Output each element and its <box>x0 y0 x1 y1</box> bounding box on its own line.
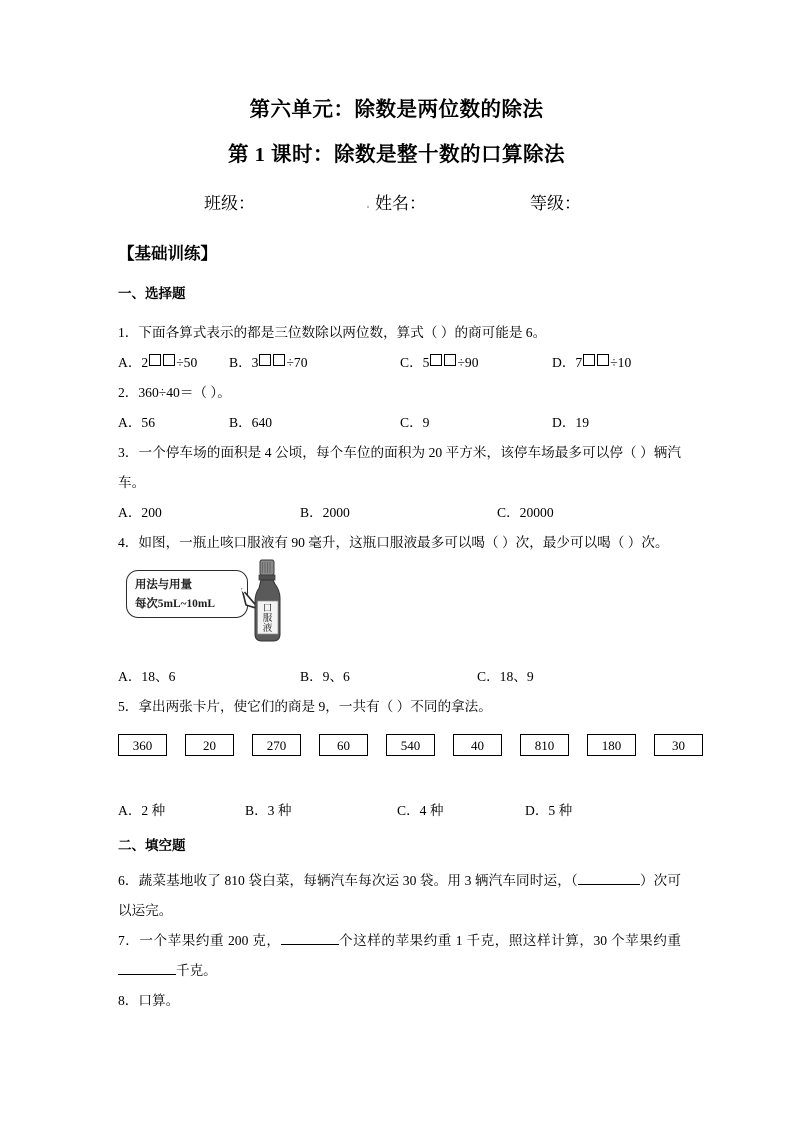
medicine-bottle-icon <box>250 558 284 644</box>
question-3-options <box>0 498 793 528</box>
question-7-part3: 千克。 <box>176 963 217 979</box>
svg-text:服: 服 <box>262 613 273 625</box>
question-6-answer-blank[interactable] <box>578 884 640 885</box>
option-5-c[interactable]: C．4 种 <box>397 803 444 819</box>
option-3-c[interactable]: C．20000 <box>497 505 554 521</box>
medicine-bottle-figure <box>0 558 793 660</box>
option-4-a[interactable]: A．18、6 <box>118 669 176 685</box>
number-card[interactable]: 810 <box>520 734 569 756</box>
part-two-heading: 二、填空题 <box>118 838 186 854</box>
section-heading: 【基础训练】 <box>118 245 217 264</box>
question-8-text: 8．口算。 <box>118 993 180 1009</box>
question-6-part2: ）次可以运完。 <box>118 873 681 919</box>
question-1-text: 1．下面各算式表示的都是三位数除以两位数，算式（ ）的商可能是 6。 <box>118 325 547 341</box>
question-6-part1: 6．蔬菜基地收了 810 袋白菜，每辆汽车每次运 30 袋。用 3 辆汽车同时运，（ <box>118 873 578 889</box>
number-card[interactable]: 20 <box>185 734 234 756</box>
option-2-d[interactable]: D．19 <box>552 415 590 431</box>
option-1-c[interactable] <box>400 348 479 378</box>
dosage-speech-bubble <box>126 570 248 618</box>
blank-box-icon <box>430 354 442 366</box>
option-1-b-divisor: ÷70 <box>286 355 308 371</box>
question-7-text <box>0 926 793 986</box>
svg-text:口: 口 <box>262 603 273 615</box>
part-one-heading: 一、选择题 <box>118 286 186 302</box>
question-7-answer-blank-2[interactable] <box>118 974 176 975</box>
question-6-text <box>0 854 793 926</box>
option-3-b[interactable]: B．2000 <box>300 505 350 521</box>
number-card[interactable]: 360 <box>118 734 167 756</box>
option-5-d[interactable]: D．5 种 <box>525 803 573 819</box>
number-card[interactable]: 270 <box>252 734 301 756</box>
number-card[interactable]: 40 <box>453 734 502 756</box>
question-2-text: 2．360÷40＝（ ）。 <box>118 385 231 401</box>
page-title: 第六单元：除数是两位数的除法 <box>249 99 544 121</box>
blank-box-icon <box>444 354 456 366</box>
option-1-c-label: C．5 <box>400 355 430 371</box>
option-1-d[interactable] <box>552 348 631 378</box>
question-1-options <box>0 348 793 378</box>
option-1-d-label: D．7 <box>552 355 583 371</box>
blank-box-icon <box>597 354 609 366</box>
class-label: 班级： <box>204 194 255 214</box>
question-4-text: 4．如图，一瓶止咳口服液有 90 毫升，这瓶口服液最多可以喝（ ）次，最少可以喝（ ）次。 <box>118 535 669 551</box>
number-card[interactable]: 180 <box>587 734 636 756</box>
blank-box-icon <box>163 354 175 366</box>
option-1-a-divisor: ÷50 <box>176 355 198 371</box>
number-card[interactable]: 60 <box>319 734 368 756</box>
blank-box-icon <box>149 354 161 366</box>
number-card[interactable]: 540 <box>386 734 435 756</box>
option-1-b-label: B．3 <box>229 355 259 371</box>
option-2-a[interactable]: A．56 <box>118 415 156 431</box>
bubble-line-1: 用法与用量 <box>135 579 192 592</box>
question-7-part1: 7．一个苹果约重 200 克， <box>118 933 281 949</box>
option-1-a-label: A．2 <box>118 355 149 371</box>
blank-box-icon <box>583 354 595 366</box>
option-3-a[interactable]: A．200 <box>118 505 162 521</box>
option-1-b[interactable] <box>229 348 308 378</box>
number-card-row <box>0 722 793 768</box>
option-5-a[interactable]: A．2 种 <box>118 803 166 819</box>
option-1-d-divisor: ÷10 <box>610 355 632 371</box>
question-7-part2: 个这样的苹果约重 1 千克，照这样计算，30 个苹果约重 <box>338 933 681 949</box>
blank-box-icon <box>259 354 271 366</box>
svg-text:液: 液 <box>262 623 273 635</box>
grade-label: 等级： <box>530 194 581 214</box>
number-card[interactable]: 30 <box>654 734 703 756</box>
question-3-text: 3．一个停车场的面积是 4 公顷，每个车位的面积为 20 平方米，该停车场最多可以停（ ）辆汽车。 <box>118 445 681 491</box>
question-5-options <box>0 768 793 826</box>
option-4-c[interactable]: C．18、9 <box>477 669 534 685</box>
question-7-answer-blank-1[interactable] <box>281 944 339 945</box>
stray-mark <box>367 206 369 208</box>
question-4-options <box>0 660 793 692</box>
bubble-line-2: 每次5mL~10mL <box>135 598 215 611</box>
question-5-text: 5．拿出两张卡片，使它们的商是 9，一共有（ ）不同的拿法。 <box>118 699 492 715</box>
option-1-a[interactable] <box>118 348 197 378</box>
option-5-b[interactable]: B．3 种 <box>245 803 292 819</box>
option-4-b[interactable]: B．9、6 <box>300 669 350 685</box>
student-info-row <box>0 167 793 214</box>
question-2-options <box>0 408 793 438</box>
option-1-c-divisor: ÷90 <box>457 355 479 371</box>
option-2-c[interactable]: C．9 <box>400 415 430 431</box>
name-label: 姓名： <box>375 194 426 214</box>
lesson-title: 第 1 课时：除数是整十数的口算除法 <box>228 143 565 166</box>
option-2-b[interactable]: B．640 <box>229 415 273 431</box>
blank-box-icon <box>273 354 285 366</box>
